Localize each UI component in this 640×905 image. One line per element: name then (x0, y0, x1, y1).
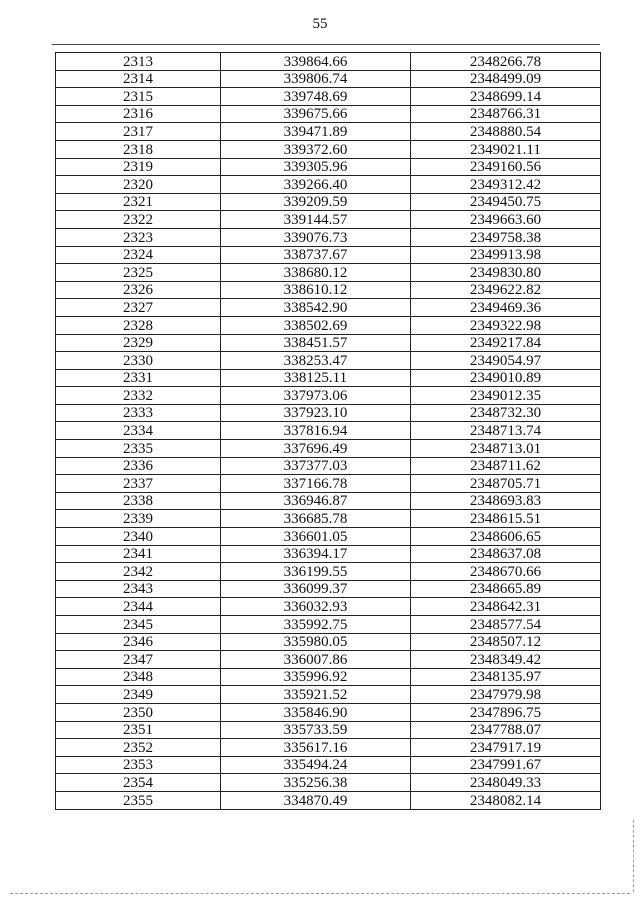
y-coordinate-cell: 2348615.51 (411, 510, 601, 528)
x-coordinate-cell: 339748.69 (221, 88, 411, 106)
y-coordinate-cell: 2349322.98 (411, 316, 601, 334)
coordinates-table (55, 52, 601, 810)
table-row (56, 334, 601, 352)
y-coordinate-cell: 2349450.75 (411, 193, 601, 211)
table-row (56, 440, 601, 458)
y-coordinate-cell: 2349054.97 (411, 352, 601, 370)
point-number-cell: 2343 (56, 580, 221, 598)
point-number-cell: 2313 (56, 53, 221, 71)
x-coordinate-cell: 337973.06 (221, 387, 411, 405)
point-number-cell: 2328 (56, 316, 221, 334)
point-number-cell: 2334 (56, 422, 221, 440)
x-coordinate-cell: 339675.66 (221, 105, 411, 123)
y-coordinate-cell: 2349160.56 (411, 158, 601, 176)
y-coordinate-cell: 2348606.65 (411, 528, 601, 546)
point-number-cell: 2342 (56, 563, 221, 581)
table-row (56, 316, 601, 334)
header-rule (52, 44, 600, 45)
y-coordinate-cell: 2348349.42 (411, 651, 601, 669)
table-row (56, 510, 601, 528)
x-coordinate-cell: 339806.74 (221, 70, 411, 88)
point-number-cell: 2354 (56, 774, 221, 792)
table-row (56, 193, 601, 211)
table-row (56, 387, 601, 405)
y-coordinate-cell: 2347979.98 (411, 686, 601, 704)
point-number-cell: 2324 (56, 246, 221, 264)
point-number-cell: 2322 (56, 211, 221, 229)
x-coordinate-cell: 339144.57 (221, 211, 411, 229)
table-row (56, 105, 601, 123)
x-coordinate-cell: 335494.24 (221, 756, 411, 774)
x-coordinate-cell: 339209.59 (221, 193, 411, 211)
point-number-cell: 2321 (56, 193, 221, 211)
x-coordinate-cell: 339076.73 (221, 228, 411, 246)
point-number-cell: 2344 (56, 598, 221, 616)
table-row (56, 528, 601, 546)
table-row (56, 791, 601, 809)
coordinates-table-body (56, 53, 601, 810)
table-row (56, 53, 601, 71)
y-coordinate-cell: 2349010.89 (411, 369, 601, 387)
point-number-cell: 2333 (56, 404, 221, 422)
x-coordinate-cell: 335992.75 (221, 616, 411, 634)
x-coordinate-cell: 339372.60 (221, 140, 411, 158)
table-row (56, 651, 601, 669)
table-row (56, 140, 601, 158)
y-coordinate-cell: 2348699.14 (411, 88, 601, 106)
table-row (56, 457, 601, 475)
point-number-cell: 2349 (56, 686, 221, 704)
y-coordinate-cell: 2349663.60 (411, 211, 601, 229)
x-coordinate-cell: 335996.92 (221, 668, 411, 686)
point-number-cell: 2323 (56, 228, 221, 246)
point-number-cell: 2350 (56, 703, 221, 721)
y-coordinate-cell: 2348880.54 (411, 123, 601, 141)
x-coordinate-cell: 335980.05 (221, 633, 411, 651)
point-number-cell: 2337 (56, 475, 221, 493)
y-coordinate-cell: 2349312.42 (411, 176, 601, 194)
y-coordinate-cell: 2348642.31 (411, 598, 601, 616)
point-number-cell: 2347 (56, 651, 221, 669)
y-coordinate-cell: 2348670.66 (411, 563, 601, 581)
table-row (56, 668, 601, 686)
x-coordinate-cell: 339266.40 (221, 176, 411, 194)
x-coordinate-cell: 339864.66 (221, 53, 411, 71)
point-number-cell: 2315 (56, 88, 221, 106)
y-coordinate-cell: 2348049.33 (411, 774, 601, 792)
point-number-cell: 2338 (56, 492, 221, 510)
table-row (56, 756, 601, 774)
table-row (56, 369, 601, 387)
point-number-cell: 2340 (56, 528, 221, 546)
table-row (56, 404, 601, 422)
x-coordinate-cell: 338610.12 (221, 281, 411, 299)
y-coordinate-cell: 2349012.35 (411, 387, 601, 405)
table-row (56, 70, 601, 88)
x-coordinate-cell: 336032.93 (221, 598, 411, 616)
table-row (56, 352, 601, 370)
table-row (56, 774, 601, 792)
x-coordinate-cell: 338451.57 (221, 334, 411, 352)
point-number-cell: 2319 (56, 158, 221, 176)
point-number-cell: 2332 (56, 387, 221, 405)
x-coordinate-cell: 338253.47 (221, 352, 411, 370)
y-coordinate-cell: 2348577.54 (411, 616, 601, 634)
table-row (56, 721, 601, 739)
x-coordinate-cell: 335256.38 (221, 774, 411, 792)
x-coordinate-cell: 335921.52 (221, 686, 411, 704)
y-coordinate-cell: 2348135.97 (411, 668, 601, 686)
point-number-cell: 2316 (56, 105, 221, 123)
table-row (56, 598, 601, 616)
y-coordinate-cell: 2349021.11 (411, 140, 601, 158)
y-coordinate-cell: 2347991.67 (411, 756, 601, 774)
table-row (56, 211, 601, 229)
y-coordinate-cell: 2347917.19 (411, 739, 601, 757)
y-coordinate-cell: 2349217.84 (411, 334, 601, 352)
table-row (56, 123, 601, 141)
y-coordinate-cell: 2348266.78 (411, 53, 601, 71)
point-number-cell: 2348 (56, 668, 221, 686)
point-number-cell: 2326 (56, 281, 221, 299)
table-row (56, 422, 601, 440)
y-coordinate-cell: 2348693.83 (411, 492, 601, 510)
x-coordinate-cell: 337166.78 (221, 475, 411, 493)
page-edge-mark (633, 820, 634, 892)
point-number-cell: 2329 (56, 334, 221, 352)
table-row (56, 88, 601, 106)
point-number-cell: 2345 (56, 616, 221, 634)
y-coordinate-cell: 2348082.14 (411, 791, 601, 809)
x-coordinate-cell: 336099.37 (221, 580, 411, 598)
point-number-cell: 2314 (56, 70, 221, 88)
point-number-cell: 2331 (56, 369, 221, 387)
y-coordinate-cell: 2348766.31 (411, 105, 601, 123)
point-number-cell: 2346 (56, 633, 221, 651)
point-number-cell: 2320 (56, 176, 221, 194)
y-coordinate-cell: 2347896.75 (411, 703, 601, 721)
x-coordinate-cell: 337696.49 (221, 440, 411, 458)
y-coordinate-cell: 2348711.62 (411, 457, 601, 475)
x-coordinate-cell: 339305.96 (221, 158, 411, 176)
table-row (56, 616, 601, 634)
y-coordinate-cell: 2348499.09 (411, 70, 601, 88)
footer-rule (10, 893, 630, 894)
table-row (56, 739, 601, 757)
point-number-cell: 2330 (56, 352, 221, 370)
y-coordinate-cell: 2348713.74 (411, 422, 601, 440)
y-coordinate-cell: 2349622.82 (411, 281, 601, 299)
y-coordinate-cell: 2349913.98 (411, 246, 601, 264)
table-row (56, 545, 601, 563)
x-coordinate-cell: 334870.49 (221, 791, 411, 809)
point-number-cell: 2317 (56, 123, 221, 141)
y-coordinate-cell: 2347788.07 (411, 721, 601, 739)
table-row (56, 281, 601, 299)
table-row (56, 176, 601, 194)
point-number-cell: 2355 (56, 791, 221, 809)
x-coordinate-cell: 336199.55 (221, 563, 411, 581)
y-coordinate-cell: 2348507.12 (411, 633, 601, 651)
table-row (56, 492, 601, 510)
x-coordinate-cell: 338542.90 (221, 299, 411, 317)
table-row (56, 703, 601, 721)
point-number-cell: 2341 (56, 545, 221, 563)
point-number-cell: 2327 (56, 299, 221, 317)
point-number-cell: 2351 (56, 721, 221, 739)
table-row (56, 475, 601, 493)
table-row (56, 686, 601, 704)
point-number-cell: 2335 (56, 440, 221, 458)
x-coordinate-cell: 336946.87 (221, 492, 411, 510)
table-row (56, 633, 601, 651)
x-coordinate-cell: 338502.69 (221, 316, 411, 334)
y-coordinate-cell: 2348732.30 (411, 404, 601, 422)
x-coordinate-cell: 337377.03 (221, 457, 411, 475)
point-number-cell: 2339 (56, 510, 221, 528)
x-coordinate-cell: 335617.16 (221, 739, 411, 757)
x-coordinate-cell: 338125.11 (221, 369, 411, 387)
y-coordinate-cell: 2349758.38 (411, 228, 601, 246)
y-coordinate-cell: 2348705.71 (411, 475, 601, 493)
x-coordinate-cell: 336007.86 (221, 651, 411, 669)
x-coordinate-cell: 335846.90 (221, 703, 411, 721)
table-row (56, 264, 601, 282)
table-row (56, 580, 601, 598)
x-coordinate-cell: 336601.05 (221, 528, 411, 546)
x-coordinate-cell: 337816.94 (221, 422, 411, 440)
x-coordinate-cell: 338680.12 (221, 264, 411, 282)
point-number-cell: 2318 (56, 140, 221, 158)
table-row (56, 246, 601, 264)
x-coordinate-cell: 336685.78 (221, 510, 411, 528)
x-coordinate-cell: 336394.17 (221, 545, 411, 563)
x-coordinate-cell: 335733.59 (221, 721, 411, 739)
y-coordinate-cell: 2348665.89 (411, 580, 601, 598)
point-number-cell: 2336 (56, 457, 221, 475)
x-coordinate-cell: 339471.89 (221, 123, 411, 141)
y-coordinate-cell: 2348713.01 (411, 440, 601, 458)
table-row (56, 563, 601, 581)
point-number-cell: 2325 (56, 264, 221, 282)
x-coordinate-cell: 337923.10 (221, 404, 411, 422)
y-coordinate-cell: 2348637.08 (411, 545, 601, 563)
page-number: 55 (312, 16, 328, 32)
y-coordinate-cell: 2349830.80 (411, 264, 601, 282)
x-coordinate-cell: 338737.67 (221, 246, 411, 264)
table-row (56, 158, 601, 176)
table-row (56, 228, 601, 246)
point-number-cell: 2353 (56, 756, 221, 774)
table-row (56, 299, 601, 317)
y-coordinate-cell: 2349469.36 (411, 299, 601, 317)
point-number-cell: 2352 (56, 739, 221, 757)
